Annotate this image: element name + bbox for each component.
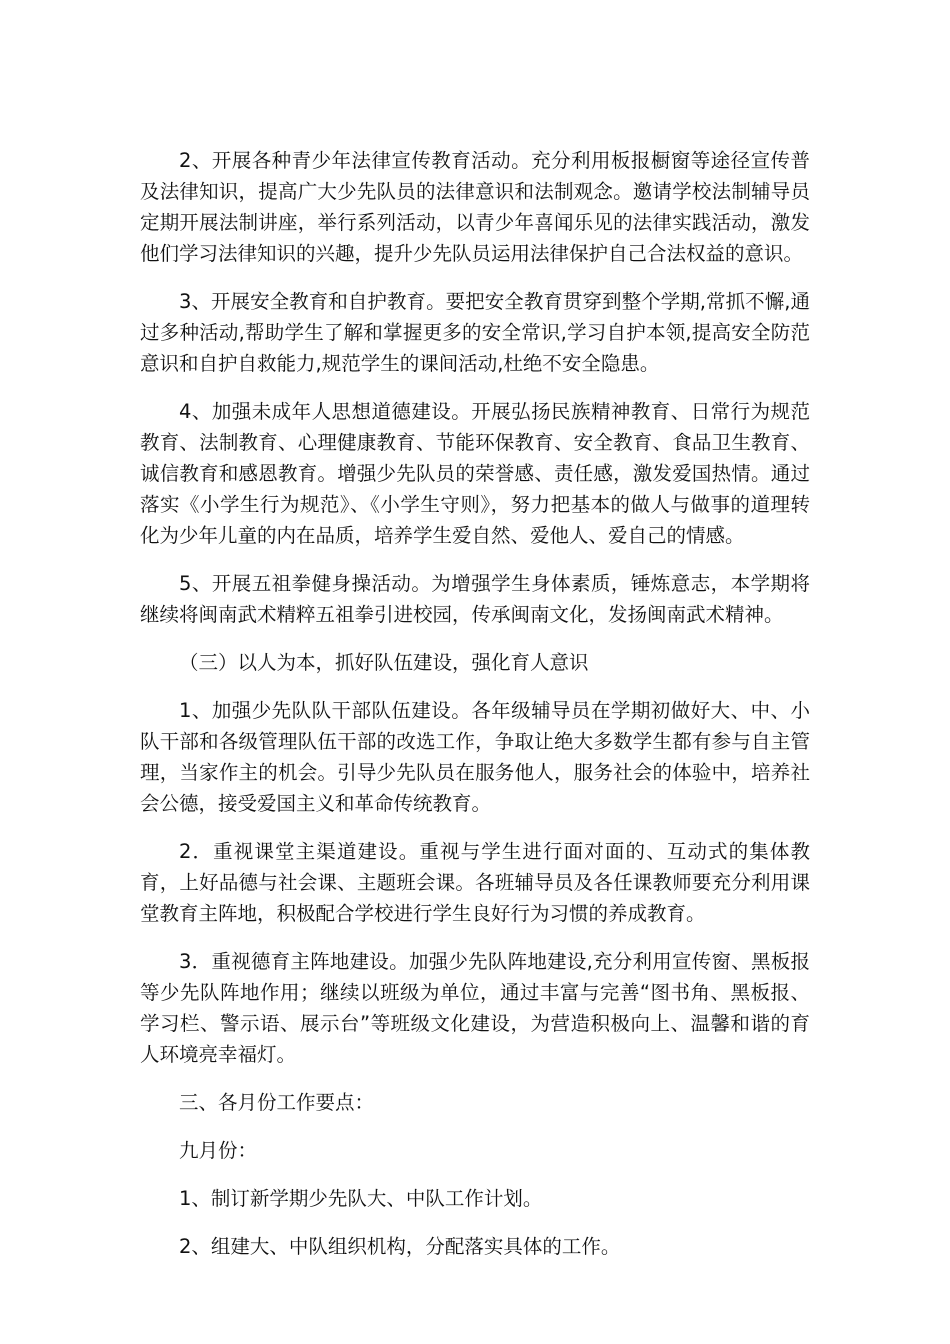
paragraph-legal-education: 2、开展各种青少年法律宣传教育活动。充分利用板报橱窗等途径宣传普及法律知识，提高广大少先队员的法律意识和法制观念。邀请学校法制辅导员定期开展法制讲座，举行系列活动，以青少年喜闻乐见的法律实践活动，激发他们学习法律知识的兴趣，提升少先队员运用法律保护自己合法权益的意识。	[140, 149, 810, 265]
paragraph-moral-front: 3．重视德育主阵地建设。加强少先队阵地建设,充分利用宣传窗、黑板报等少先队阵地作用；继续以班级为单位，通过丰富与完善“图书角、黑板报、学习栏、警示语、展示台”等班级文化建设，为营造积极向上、温馨和谐的育人环境亮幸福灯。	[140, 950, 810, 1066]
section-heading-monthly-points: 三、各月份工作要点：	[179, 1091, 375, 1114]
section-heading-team-building: （三）以人为本，抓好队伍建设，强化育人意识	[179, 651, 589, 674]
list-item-plan: 1、制订新学期少先队大、中队工作计划。	[179, 1187, 543, 1210]
paragraph-wuzu-boxing: 5、开展五祖拳健身操活动。为增强学生身体素质，锤炼意志，本学期将继续将闽南武术精粹五祖拳引进校园，传承闽南文化，发扬闽南武术精神。	[140, 572, 810, 626]
paragraph-cadre-building: 1、加强少先队队干部队伍建设。各年级辅导员在学期初做好大、中、小队干部和各级管理队伍干部的改选工作，争取让绝大多数学生都有参与自主管理，当家作主的机会。引导少先队员在服务他人，服务社会的体验中，培养社会公德，接受爱国主义和革命传统教育。	[140, 699, 810, 815]
paragraph-classroom-channel: 2．重视课堂主渠道建设。重视与学生进行面对面的、互动式的集体教育，上好品德与社会课、主题班会课。各班辅导员及各任课教师要充分利用课堂教育主阵地，积极配合学校进行学生良好行为习惯的养成教育。	[140, 840, 810, 925]
paragraph-moral-education: 4、加强未成年人思想道德建设。开展弘扬民族精神教育、日常行为规范教育、法制教育、心理健康教育、节能环保教育、安全教育、食品卫生教育、诚信教育和感恩教育。增强少先队员的荣誉感、责任感，激发爱国热情。通过落实《小学生行为规范》、《小学生守则》，努力把基本的做人与做事的道理转化为少年儿童的内在品质，培养学生爱自然、爱他人、爱自己的情感。	[140, 400, 810, 547]
list-item-organization: 2、组建大、中队组织机构，分配落实具体的工作。	[179, 1235, 621, 1258]
paragraph-safety-education: 3、开展安全教育和自护教育。要把安全教育贯穿到整个学期,常抓不懈,通过多种活动,帮助学生了解和掌握更多的安全常识,学习自护本领,提高安全防范意识和自护自救能力,规范学生的课间活动,杜绝不安全隐患。	[140, 290, 810, 375]
month-label-september: 九月份：	[179, 1139, 258, 1162]
document-body	[140, 145, 810, 1279]
